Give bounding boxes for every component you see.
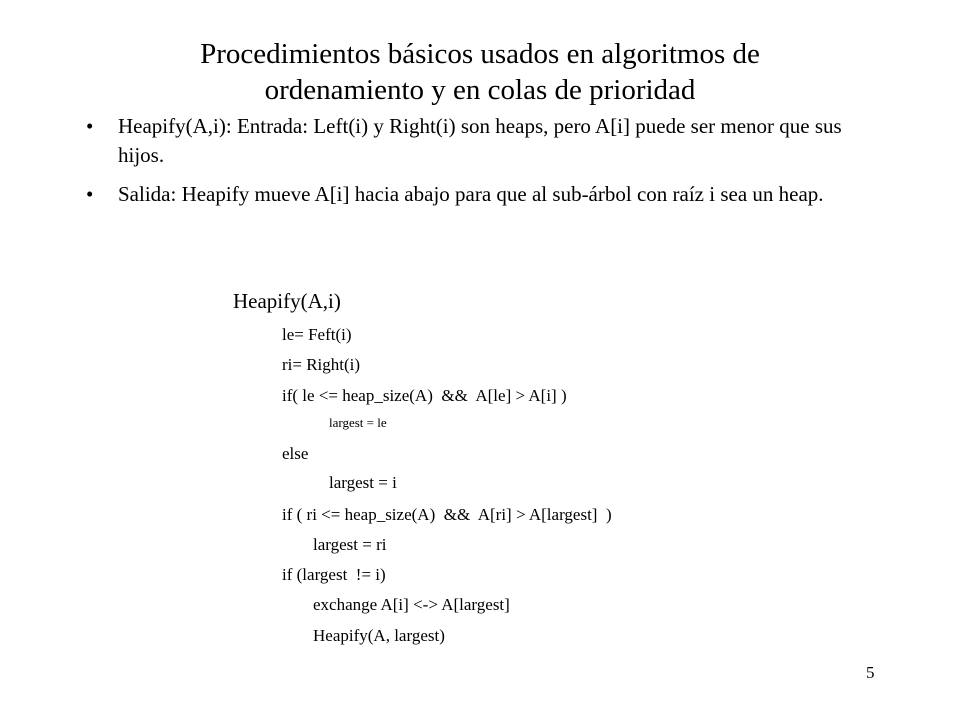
code-line: largest = ri — [313, 535, 387, 554]
bullet-list — [86, 112, 886, 219]
slide-title — [80, 36, 880, 108]
code-line: if( le <= heap_size(A) && A[le] > A[i] ) — [282, 386, 567, 405]
slide-title-line-1: Procedimientos básicos usados en algoritmos de — [200, 38, 760, 70]
code-line: if ( ri <= heap_size(A) && A[ri] > A[largest] ) — [282, 505, 612, 524]
code-line: largest = le — [329, 415, 387, 430]
code-line: ri= Right(i) — [282, 355, 361, 374]
code-line: exchange A[i] <-> A[largest] — [313, 595, 510, 614]
slide-title-line-2: ordenamiento y en colas de prioridad — [264, 74, 696, 106]
bullet-icon: • — [86, 182, 94, 206]
code-line: Heapify(A, largest) — [313, 626, 445, 645]
code-line: else — [282, 444, 309, 463]
bullet-item-input — [86, 112, 886, 170]
bullet-icon: • — [86, 114, 94, 138]
pseudocode-heading: Heapify(A,i) — [233, 289, 341, 313]
code-line: le= Feft(i) — [282, 325, 352, 344]
page-number: 5 — [866, 663, 875, 682]
code-line: largest = i — [329, 473, 397, 492]
code-line: if (largest != i) — [282, 565, 386, 584]
bullet-text-input: Heapify(A,i): Entrada: Left(i) y Right(i) son heaps, pero A[i] puede ser menor que sus hijos. — [118, 114, 842, 167]
bullet-text-output: Salida: Heapify mueve A[i] hacia abajo para que al sub-árbol con raíz i sea un heap. — [118, 182, 824, 206]
bullet-item-output — [86, 180, 886, 209]
